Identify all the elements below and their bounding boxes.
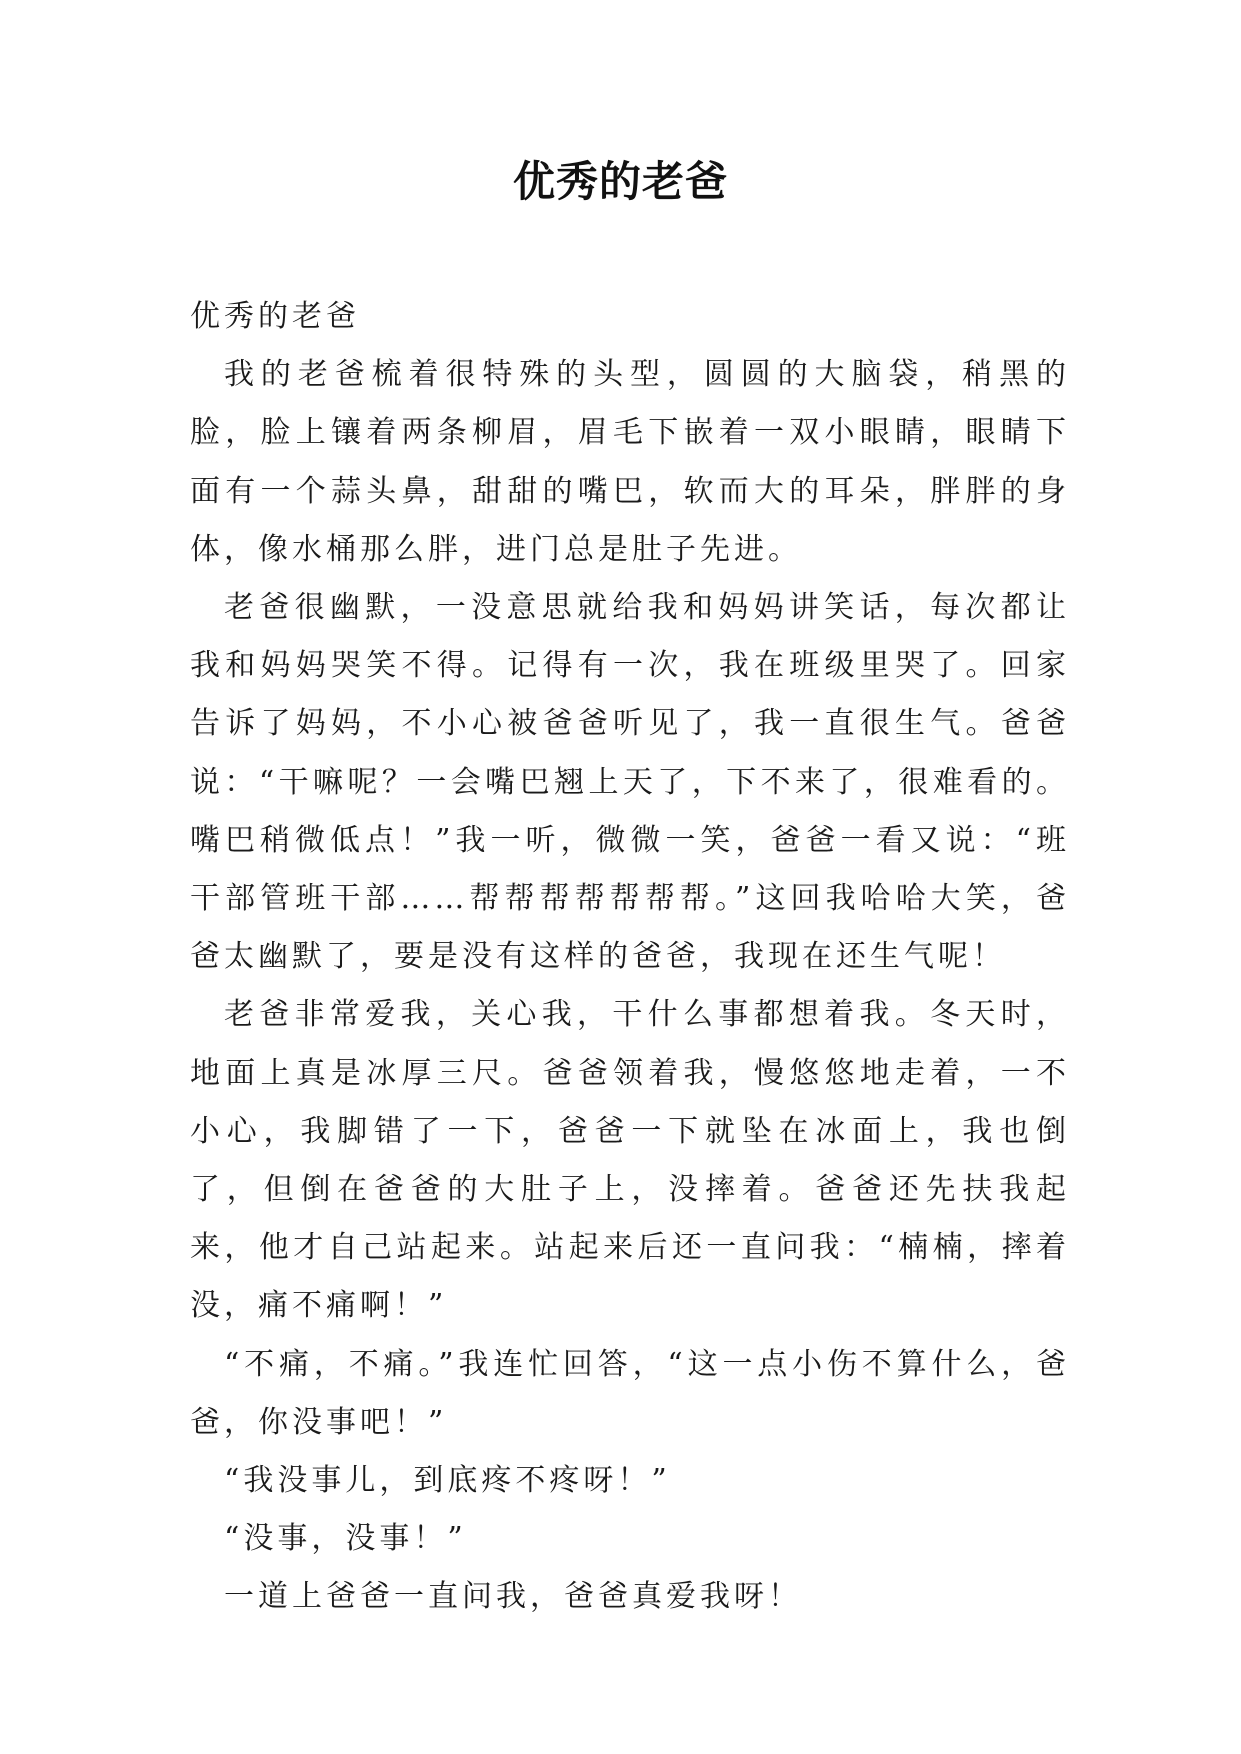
paragraph-dialogue-1: “不痛，不痛。”我连忙回答，“这一点小伤不算什么，爸爸，你没事吧！”: [190, 1346, 1070, 1440]
document-body: [190, 288, 1070, 1627]
paragraph-care: 老爸非常爱我，关心我，干什么事都想着我。冬天时，地面上真是冰厚三尺。爸爸领着我，慢悠悠地走着，一不小心，我脚错了一下，爸爸一下就坠在冰面上，我也倒了，但倒在爸爸的大肚子上，没摔着。爸爸还先扶我起来，他才自己站起来。站起来后还一直问我：“楠楠，摔着没，痛不痛啊！”: [190, 997, 1070, 1324]
paragraph-dialogue-2: “我没事儿，到底疼不疼呀！”: [224, 1463, 671, 1499]
paragraph-dialogue-3: “没事，没事！”: [224, 1521, 467, 1557]
paragraph-humor: 老爸很幽默，一没意思就给我和妈妈讲笑话，每次都让我和妈妈哭笑不得。记得有一次，我在班级里哭了。回家告诉了妈妈，不小心被爸爸听见了，我一直很生气。爸爸说：“干嘛呢？一会嘴巴翘上天了，下不来了，很难看的。嘴巴稍微低点！”我一听，微微一笑，爸爸一看又说：“班干部管班干部……帮帮帮帮帮帮帮。”这回我哈哈大笑，爸爸太幽默了，要是没有这样的爸爸，我现在还生气呢！: [190, 590, 1070, 975]
paragraph-closing: 一道上爸爸一直问我，爸爸真爱我呀！: [224, 1579, 802, 1615]
document-subtitle: 优秀的老爸: [190, 299, 360, 334]
document-title: 优秀的老爸: [512, 157, 728, 206]
paragraph-appearance: 我的老爸梳着很特殊的头型，圆圆的大脑袋，稍黑的脸，脸上镶着两条柳眉，眉毛下嵌着一双小眼睛，眼睛下面有一个蒜头鼻，甜甜的嘴巴，软而大的耳朵，胖胖的身体，像水桶那么胖，进门总是肚子先进。: [190, 357, 1070, 567]
